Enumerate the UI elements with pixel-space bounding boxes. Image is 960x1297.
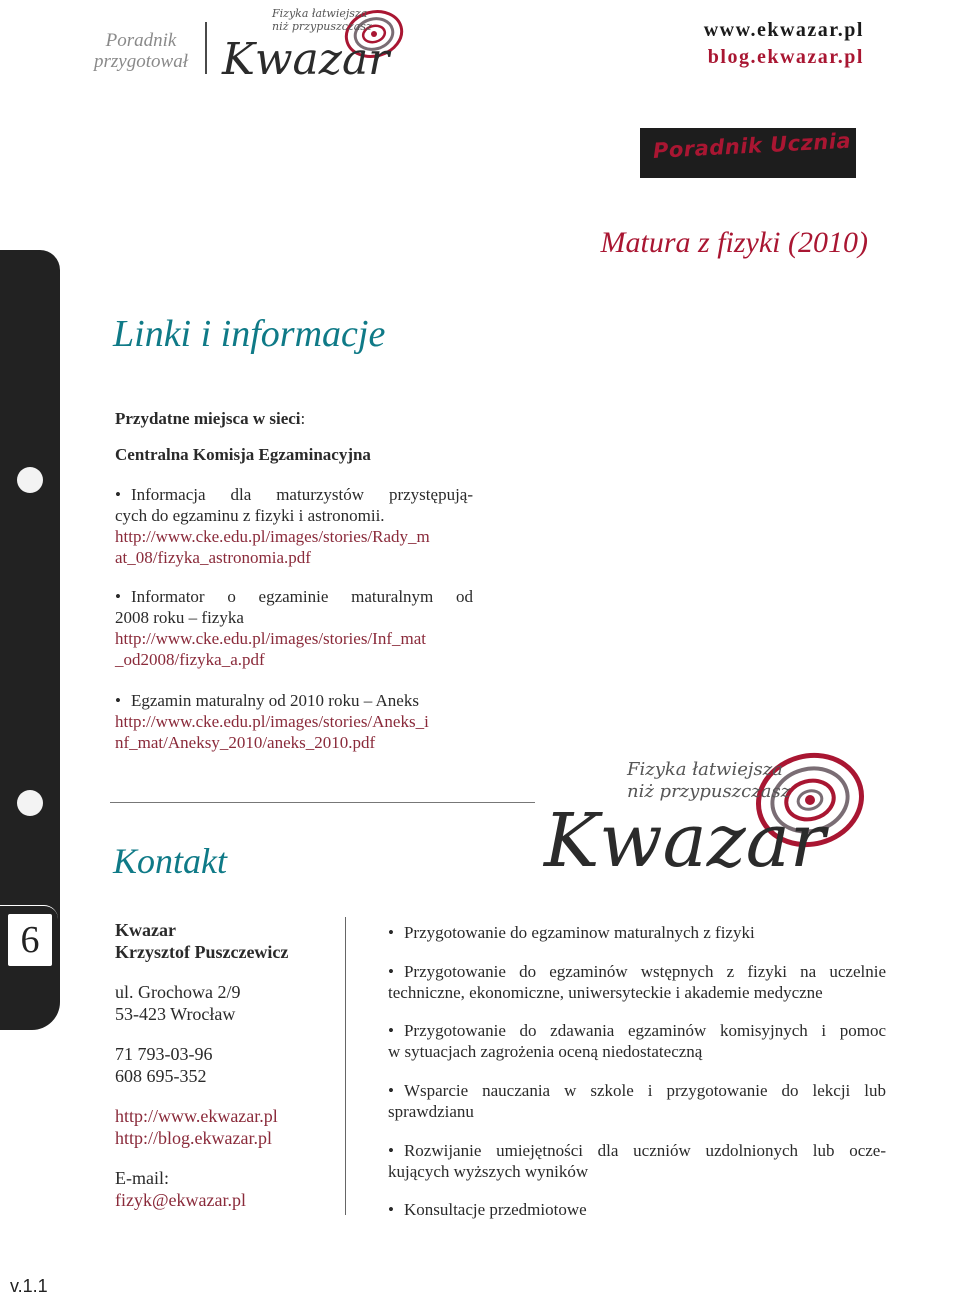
service-item: [388, 1080, 886, 1122]
intro-text: Przydatne miejsca w sieci: [115, 409, 301, 428]
contact-city: 53-423 Wrocław: [115, 1004, 236, 1024]
binder-hole: [17, 467, 43, 493]
contact-email[interactable]: fizyk@ekwazar.pl: [115, 1190, 247, 1210]
item-url[interactable]: at_08/fizyka_astronomia.pdf: [115, 548, 311, 567]
section-title-links: Linki i informacje: [113, 313, 386, 355]
service-line: w sytuacjach zagrożenia oceną niedostateczną: [388, 1042, 703, 1061]
website-link[interactable]: www.ekwazar.pl: [703, 19, 864, 41]
item-url[interactable]: http://www.cke.edu.pl/images/stories/Rady_m: [115, 527, 430, 546]
item-text-line: • Egzamin maturalny od 2010 roku – Aneks: [115, 690, 473, 711]
logo-tagline-2: niż przypuszczasz: [627, 781, 791, 802]
binder-hole: [17, 790, 43, 816]
item-url[interactable]: http://www.cke.edu.pl/images/stories/Inf_mat: [115, 629, 426, 648]
item-url[interactable]: http://www.cke.edu.pl/images/stories/Aneks_i: [115, 712, 429, 731]
intro-line: [115, 408, 305, 429]
contact-divider: [345, 917, 346, 1215]
service-line: • Konsultacje przedmiotowe: [388, 1199, 886, 1220]
service-line: • Wsparcie nauczania w szkole i przygotowanie do lekcji lub: [388, 1080, 886, 1101]
contact-company: Kwazar: [115, 920, 176, 940]
org-name: Centralna Komisja Egzaminacyjna: [115, 445, 371, 464]
service-item: [388, 1020, 886, 1062]
page-number: 6: [8, 914, 52, 966]
document-subtitle: Matura z fizyki (2010): [600, 226, 868, 259]
service-item: [388, 1140, 886, 1182]
service-line: • Przygotowanie do egzaminów wstępnych z fizyki na uczelnie: [388, 961, 886, 982]
service-item: [388, 1199, 886, 1220]
kwazar-logo-small: [212, 4, 412, 80]
logo-tagline-1: Fizyka łatwiejsza: [272, 7, 368, 20]
item-text-line: • Informator o egzaminie maturalnym od: [115, 586, 473, 607]
email-label: E-mail:: [115, 1168, 169, 1188]
kwazar-logo-large: [540, 740, 880, 880]
item-text-line: cych do egzaminu z fizyki i astronomii.: [115, 506, 385, 525]
contact-street: ul. Grochowa 2/9: [115, 982, 241, 1002]
item-url[interactable]: _od2008/fizyka_a.pdf: [115, 650, 265, 669]
version-label: v.1.1: [10, 1276, 48, 1296]
intro-colon: :: [300, 409, 306, 428]
contact-blog[interactable]: http://blog.ekwazar.pl: [115, 1128, 272, 1148]
item-text-line: 2008 roku – fizyka: [115, 608, 244, 627]
list-item: [115, 484, 473, 568]
logo-tagline-2: niż przypuszczasz: [272, 20, 372, 33]
service-line: • Rozwijanie umiejętności dla uczniów uzdolnionych lub ocze-: [388, 1140, 886, 1161]
contact-block: [115, 919, 288, 1211]
item-url[interactable]: nf_mat/Aneksy_2010/aneks_2010.pdf: [115, 733, 376, 752]
blog-link[interactable]: blog.ekwazar.pl: [707, 46, 864, 68]
header-divider: [205, 22, 207, 74]
service-line: sprawdzianu: [388, 1102, 474, 1121]
logo-brand: Kwazar: [544, 798, 826, 880]
service-line: • Przygotowanie do zdawania egzaminów komisyjnych i pomoc: [388, 1020, 886, 1041]
contact-website[interactable]: http://www.ekwazar.pl: [115, 1106, 278, 1126]
service-line: techniczne, ekonomiczne, uniwersyteckie i akademie medyczne: [388, 983, 823, 1002]
service-line: • Przygotowanie do egzaminow maturalnych z fizyki: [388, 922, 886, 943]
contact-phone: 608 695-352: [115, 1066, 207, 1086]
banner-title: Poradnik Ucznia: [652, 128, 852, 163]
logo-tagline-1: Fizyka łatwiejsza: [627, 759, 783, 780]
service-line: kujących wyższych wyników: [388, 1162, 589, 1181]
contact-phone: 71 793-03-96: [115, 1044, 213, 1064]
section-title-contact: Kontakt: [113, 841, 227, 881]
list-item: [115, 690, 473, 753]
logo-brand: Kwazar: [222, 34, 390, 80]
list-item: [115, 586, 473, 670]
service-item: [388, 961, 886, 1003]
section-divider: [110, 802, 535, 803]
item-text-line: • Informacja dla maturzystów przystępują-: [115, 484, 473, 505]
prepared-by: Poradnik przygotował: [94, 30, 188, 72]
contact-person: Krzysztof Puszczewicz: [115, 942, 289, 962]
service-item: [388, 922, 886, 943]
